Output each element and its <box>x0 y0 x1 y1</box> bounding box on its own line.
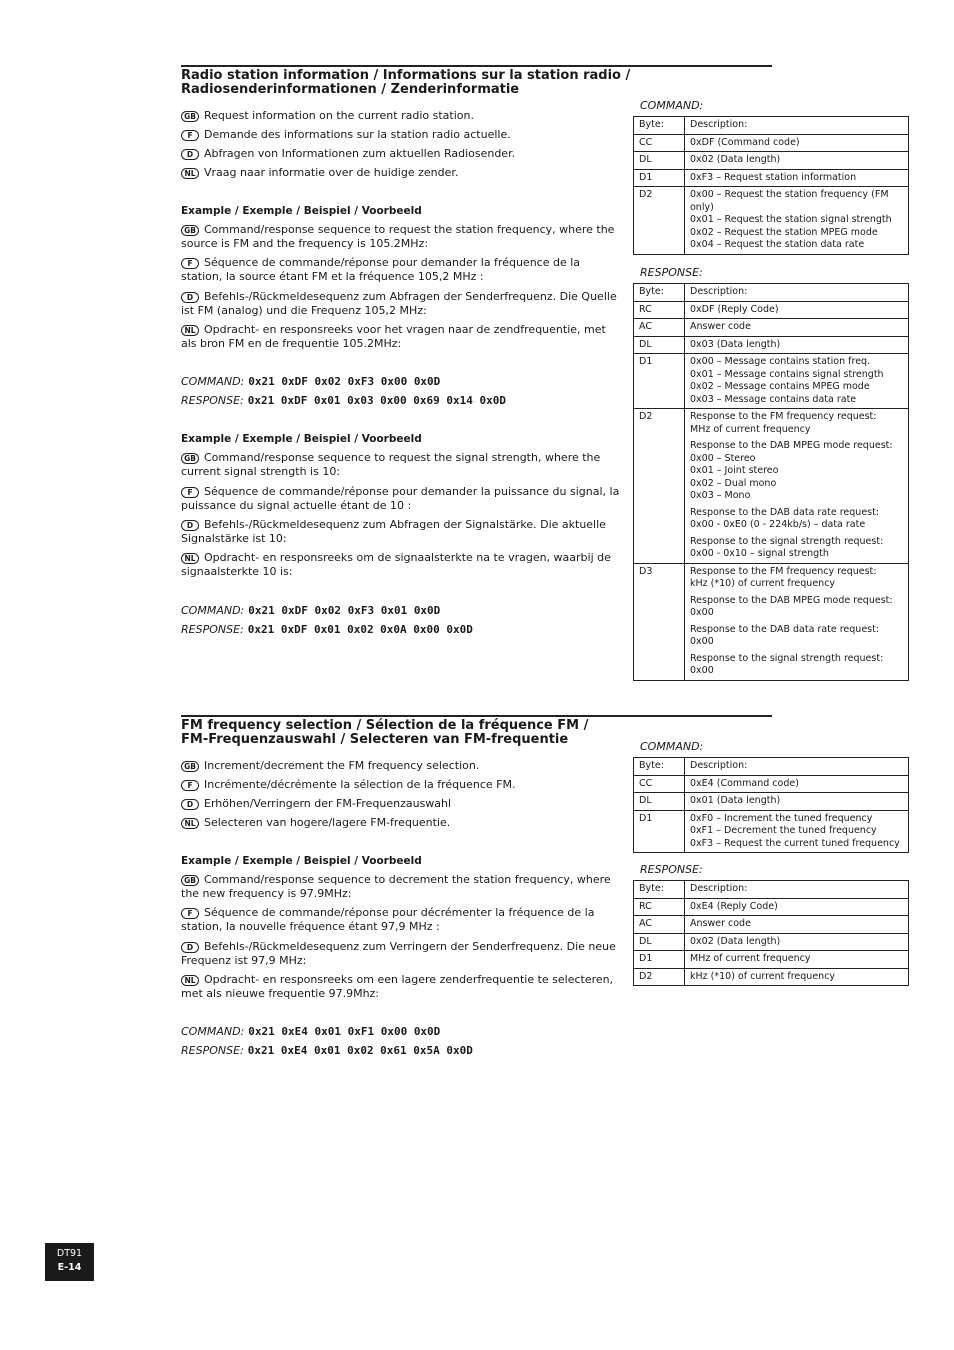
byte-cell: D1 <box>634 951 685 969</box>
response-label: RESPONSE: <box>181 1044 244 1057</box>
response-label: RESPONSE: <box>181 394 244 407</box>
table-row <box>634 354 909 409</box>
section-title <box>181 719 641 747</box>
byte-cell: D2 <box>634 187 685 255</box>
flag-gb-icon: GB <box>181 225 199 236</box>
example-f <box>181 906 623 934</box>
example-d <box>181 940 623 968</box>
cell-line: 0x00 - 0x10 – signal strength <box>690 548 829 559</box>
cell-line: 0x00 - 0xE0 (0 - 224kb/s) – data rate <box>690 519 866 530</box>
cell-line: 0x02 (Data length) <box>690 154 781 165</box>
paragraph-text: Request information on the current radio station. <box>204 109 474 122</box>
description-cell <box>685 354 909 409</box>
byte-cell: D1 <box>634 169 685 187</box>
table-row <box>634 916 909 934</box>
flag-d-icon: D <box>181 799 199 810</box>
byte-cell: DL <box>634 933 685 951</box>
cell-line: 0x00 <box>690 665 714 676</box>
table-row <box>634 187 909 255</box>
description-cell <box>685 933 909 951</box>
byte-cell: DL <box>634 152 685 170</box>
cell-line: Response to the FM frequency request: <box>690 411 877 422</box>
cell-line: 0x00 <box>690 636 714 647</box>
command-line <box>181 604 440 618</box>
flag-gb-icon: GB <box>181 453 199 464</box>
flag-nl-icon: NL <box>181 325 199 336</box>
cell-line: Answer code <box>690 918 751 929</box>
paragraph-text: Command/response sequence to request the signal strength, where the current signal strength is 10: <box>181 451 601 478</box>
cell-line: Response to the DAB MPEG mode request: <box>690 594 893 606</box>
example-gb <box>181 223 623 251</box>
description-header: Description: <box>685 117 909 135</box>
byte-header: Byte: <box>634 758 685 776</box>
cell-line: 0x04 – Request the station data rate <box>690 239 865 250</box>
cell-line: MHz of current frequency <box>690 423 811 435</box>
flag-gb-icon: GB <box>181 761 199 772</box>
flag-d-icon: D <box>181 520 199 531</box>
example-heading: Example / Exemple / Beispiel / Voorbeeld <box>181 855 422 867</box>
cell-line: 0xDF (Reply Code) <box>690 303 779 315</box>
cell-line: 0xF3 – Request the current tuned frequency <box>690 837 900 849</box>
table-row <box>634 810 909 853</box>
cell-line: 0x02 – Dual mono <box>690 477 777 489</box>
description-cell <box>685 134 909 152</box>
example-d <box>181 518 623 546</box>
table-row <box>634 563 909 680</box>
paragraph-text: Abfragen von Informationen zum aktuellen Radiosender. <box>204 147 516 160</box>
response-table-label: RESPONSE: <box>640 266 703 279</box>
flag-f-icon: F <box>181 780 199 791</box>
description-header: Description: <box>685 881 909 899</box>
flag-f-icon: F <box>181 487 199 498</box>
paragraph-text: Séquence de commande/réponse pour demander la puissance du signal, la puissance du signal actuelle étant de 10 : <box>181 485 620 512</box>
cell-line: kHz (*10) of current frequency <box>690 970 836 982</box>
table-row <box>634 951 909 969</box>
cell-line: 0x02 (Data length) <box>690 935 781 947</box>
cell-line: 0x00 – Request the station frequency (FM only) <box>690 189 889 213</box>
response-table <box>633 880 909 986</box>
intro-f <box>181 778 623 792</box>
example-gb <box>181 451 623 479</box>
example-gb <box>181 873 623 901</box>
command-code: 0x21 0xDF 0x02 0xF3 0x01 0x0D <box>248 604 441 617</box>
description-cell <box>685 916 909 934</box>
command-label: COMMAND: <box>181 1025 245 1038</box>
table-header-row <box>634 758 909 776</box>
table-row <box>634 336 909 354</box>
section-rule <box>181 65 772 67</box>
paragraph-text: Command/response sequence to decrement the station frequency, where the new frequency is 97.9MHz: <box>181 873 611 900</box>
response-code: 0x21 0xE4 0x01 0x02 0x61 0x5A 0x0D <box>247 1044 473 1057</box>
command-label: COMMAND: <box>181 375 245 388</box>
byte-cell: D1 <box>634 810 685 853</box>
title-line: FM frequency selection / Sélection de la fréquence FM / <box>181 718 589 733</box>
intro-nl <box>181 816 623 830</box>
model-number: DT91 <box>56 1248 83 1259</box>
command-table-label: COMMAND: <box>640 99 704 112</box>
table-row <box>634 775 909 793</box>
command-line <box>181 1025 440 1039</box>
section-rule <box>181 715 772 717</box>
command-code: 0x21 0xDF 0x02 0xF3 0x00 0x0D <box>248 375 441 388</box>
description-cell <box>685 301 909 319</box>
paragraph-text: Command/response sequence to request the station frequency, where the source is FM and the frequency is 105.2MHz: <box>181 223 615 250</box>
response-label: RESPONSE: <box>181 623 244 636</box>
byte-cell: D2 <box>634 409 685 564</box>
description-cell <box>685 409 909 564</box>
table-row <box>634 898 909 916</box>
paragraph-text: Befehls-/Rückmeldesequenz zum Verringern der Senderfrequenz. Die neue Frequenz ist 97,9 MHz: <box>181 940 616 967</box>
cell-line: Response to the DAB data rate request: <box>690 623 880 635</box>
flag-f-icon: F <box>181 908 199 919</box>
intro-nl <box>181 166 623 180</box>
description-cell <box>685 152 909 170</box>
byte-cell: RC <box>634 301 685 319</box>
description-header: Description: <box>685 284 909 302</box>
flag-nl-icon: NL <box>181 975 199 986</box>
table-header-row <box>634 881 909 899</box>
paragraph-text: Incrémente/décrémente la sélection de la fréquence FM. <box>204 778 516 791</box>
cell-line: 0xE4 (Command code) <box>690 777 799 789</box>
cell-line: 0x01 – Message contains signal strength <box>690 368 884 380</box>
page-number: E-14 <box>57 1262 82 1273</box>
byte-cell: AC <box>634 916 685 934</box>
table-row <box>634 152 909 170</box>
command-table-label: COMMAND: <box>640 740 704 753</box>
flag-d-icon: D <box>181 292 199 303</box>
table-row <box>634 409 909 564</box>
response-line <box>181 623 473 637</box>
cell-line: 0x01 – Request the station signal strength <box>690 214 892 225</box>
byte-cell: DL <box>634 336 685 354</box>
table-row <box>634 968 909 986</box>
cell-line: 0xF3 – Request station information <box>690 171 857 183</box>
flag-f-icon: F <box>181 130 199 141</box>
cell-line: 0xDF (Command code) <box>690 136 800 148</box>
byte-cell: D1 <box>634 354 685 409</box>
flag-nl-icon: NL <box>181 553 199 564</box>
description-cell <box>685 169 909 187</box>
example-f <box>181 256 623 284</box>
intro-gb <box>181 759 623 773</box>
byte-header: Byte: <box>634 881 685 899</box>
example-nl <box>181 551 623 579</box>
description-cell <box>685 951 909 969</box>
paragraph-text: Vraag naar informatie over de huidige zender. <box>204 166 459 179</box>
paragraph-text: Befehls-/Rückmeldesequenz zum Abfragen der Signalstärke. Die aktuelle Signalstärke ist 10: <box>181 518 606 545</box>
byte-cell: RC <box>634 898 685 916</box>
example-f <box>181 485 623 513</box>
table-header-row <box>634 117 909 135</box>
table-header-row <box>634 284 909 302</box>
cell-line: kHz (*10) of current frequency <box>690 578 836 589</box>
byte-header: Byte: <box>634 284 685 302</box>
section-title <box>181 69 641 97</box>
paragraph-text: Séquence de commande/réponse pour décrémenter la fréquence de la station, la nouvelle fréquence étant 97,9 MHz : <box>181 906 595 933</box>
cell-line: 0x00 – Stereo <box>690 452 756 464</box>
intro-d <box>181 797 623 811</box>
intro-d <box>181 147 623 161</box>
example-nl <box>181 323 623 351</box>
response-table <box>633 283 909 681</box>
example-heading: Example / Exemple / Beispiel / Voorbeeld <box>181 433 422 445</box>
title-line: Radiosenderinformationen / Zenderinformatie <box>181 82 520 97</box>
cell-line: Response to the DAB MPEG mode request: <box>690 440 893 451</box>
paragraph-text: Demande des informations sur la station radio actuelle. <box>204 128 511 141</box>
flag-d-icon: D <box>181 149 199 160</box>
description-cell <box>685 968 909 986</box>
description-cell <box>685 563 909 680</box>
description-cell <box>685 775 909 793</box>
cell-line: 0x00 – Message contains station freq. <box>690 356 871 367</box>
response-line <box>181 394 506 408</box>
description-cell <box>685 898 909 916</box>
response-code: 0x21 0xDF 0x01 0x02 0x0A 0x00 0x0D <box>247 623 473 636</box>
command-table <box>633 757 909 853</box>
flag-f-icon: F <box>181 258 199 269</box>
flag-gb-icon: GB <box>181 111 199 122</box>
command-code: 0x21 0xE4 0x01 0xF1 0x00 0x0D <box>248 1025 441 1038</box>
byte-cell: AC <box>634 319 685 337</box>
table-row <box>634 933 909 951</box>
cell-line: 0x03 – Message contains data rate <box>690 393 857 405</box>
cell-line: 0x02 – Request the station MPEG mode <box>690 226 878 238</box>
cell-line: 0x01 – Joint stereo <box>690 465 779 476</box>
intro-gb <box>181 109 623 123</box>
flag-d-icon: D <box>181 942 199 953</box>
cell-line: 0x03 (Data length) <box>690 338 781 350</box>
cell-line: Response to the DAB data rate request: <box>690 506 880 518</box>
paragraph-text: Opdracht- en responsreeks om de signaalsterkte na te vragen, waarbij de signaalsterkte 10 is: <box>181 551 611 578</box>
flag-gb-icon: GB <box>181 875 199 886</box>
paragraph-text: Opdracht- en responsreeks om een lagere zenderfrequentie te selecteren, met als nieuwe frequentie 97.9Mhz: <box>181 973 614 1000</box>
description-header: Description: <box>685 758 909 776</box>
table-row <box>634 169 909 187</box>
paragraph-text: Erhöhen/Verringern der FM-Frequenzauswahl <box>204 797 452 810</box>
response-code: 0x21 0xDF 0x01 0x03 0x00 0x69 0x14 0x0D <box>247 394 507 407</box>
cell-line: MHz of current frequency <box>690 953 811 964</box>
example-d <box>181 290 623 318</box>
response-line <box>181 1044 473 1058</box>
description-cell <box>685 810 909 853</box>
response-table-label: RESPONSE: <box>640 863 703 876</box>
command-line <box>181 375 440 389</box>
cell-line: Response to the FM frequency request: <box>690 565 877 577</box>
table-row <box>634 301 909 319</box>
command-label: COMMAND: <box>181 604 245 617</box>
page-badge <box>45 1243 94 1281</box>
intro-f <box>181 128 623 142</box>
flag-nl-icon: NL <box>181 168 199 179</box>
cell-line: Response to the signal strength request: <box>690 652 884 664</box>
description-cell <box>685 319 909 337</box>
cell-line: 0xE4 (Reply Code) <box>690 900 778 912</box>
cell-line: 0x00 <box>690 607 714 618</box>
byte-header: Byte: <box>634 117 685 135</box>
description-cell <box>685 187 909 255</box>
description-cell <box>685 336 909 354</box>
description-cell <box>685 793 909 811</box>
byte-cell: CC <box>634 134 685 152</box>
table-row <box>634 793 909 811</box>
command-table <box>633 116 909 255</box>
flag-nl-icon: NL <box>181 818 199 829</box>
paragraph-text: Selecteren van hogere/lagere FM-frequentie. <box>204 816 451 829</box>
paragraph-text: Befehls-/Rückmeldesequenz zum Abfragen der Senderfrequenz. Die Quelle ist FM (analog) und die Frequenz 105,2 MHz: <box>181 290 617 317</box>
paragraph-text: Increment/decrement the FM frequency selection. <box>204 759 480 772</box>
byte-cell: D3 <box>634 563 685 680</box>
byte-cell: CC <box>634 775 685 793</box>
cell-line: 0x02 – Message contains MPEG mode <box>690 381 870 392</box>
table-row <box>634 319 909 337</box>
example-heading: Example / Exemple / Beispiel / Voorbeeld <box>181 205 422 217</box>
table-row <box>634 134 909 152</box>
cell-line: 0xF0 – Increment the tuned frequency <box>690 812 873 824</box>
example-nl <box>181 973 623 1001</box>
byte-cell: DL <box>634 793 685 811</box>
paragraph-text: Opdracht- en responsreeks voor het vragen naar de zendfrequentie, met als bron FM en de frequentie 105.2MHz: <box>181 323 606 350</box>
cell-line: Response to the signal strength request: <box>690 535 884 547</box>
cell-line: 0x03 – Mono <box>690 490 751 501</box>
paragraph-text: Séquence de commande/réponse pour demander la fréquence de la station, la source étant FM et la fréquence 105,2 MHz : <box>181 256 581 283</box>
cell-line: 0x01 (Data length) <box>690 795 781 806</box>
cell-line: 0xF1 – Decrement the tuned frequency <box>690 825 877 836</box>
cell-line: Answer code <box>690 321 751 332</box>
title-line: Radio station information / Informations sur la station radio / <box>181 68 631 83</box>
title-line: FM-Frequenzauswahl / Selecteren van FM-frequentie <box>181 732 569 747</box>
byte-cell: D2 <box>634 968 685 986</box>
